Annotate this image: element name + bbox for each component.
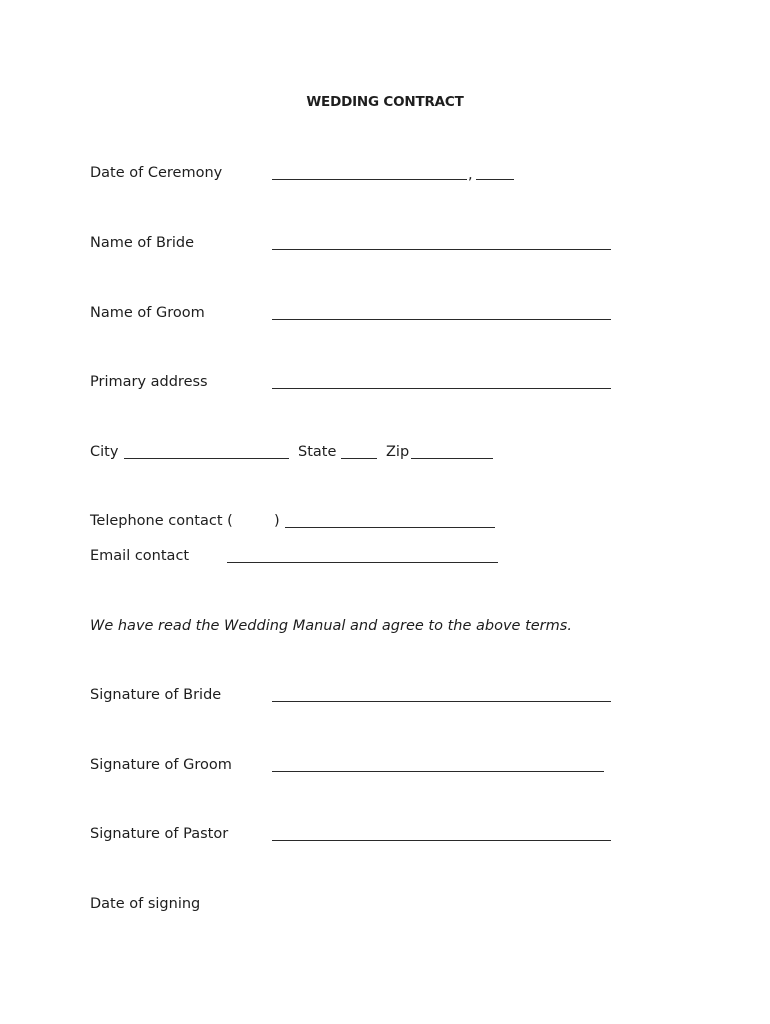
telephone-close-paren: ) bbox=[274, 513, 280, 529]
name-of-groom-label: Name of Groom bbox=[90, 305, 205, 321]
signature-of-bride-label: Signature of Bride bbox=[90, 687, 222, 703]
date-year-line[interactable] bbox=[476, 179, 514, 180]
state-label: State bbox=[298, 444, 337, 460]
date-of-signing-label: Date of signing bbox=[90, 896, 201, 912]
signature-of-groom-line[interactable] bbox=[272, 771, 604, 772]
primary-address-line[interactable] bbox=[272, 388, 611, 389]
date-of-ceremony-line[interactable] bbox=[272, 179, 467, 180]
city-label: City bbox=[90, 444, 119, 460]
signature-of-bride-line[interactable] bbox=[272, 701, 611, 702]
name-of-bride-line[interactable] bbox=[272, 249, 611, 250]
name-of-bride-label: Name of Bride bbox=[90, 235, 195, 251]
email-contact-line[interactable] bbox=[227, 562, 498, 563]
signature-of-pastor-line[interactable] bbox=[272, 840, 611, 841]
agreement-statement: We have read the Wedding Manual and agree to the above terms. bbox=[90, 618, 572, 634]
zip-label: Zip bbox=[386, 444, 410, 460]
zip-line[interactable] bbox=[411, 458, 493, 459]
email-contact-label: Email contact bbox=[90, 548, 190, 564]
signature-of-pastor-label: Signature of Pastor bbox=[90, 826, 229, 842]
telephone-line[interactable] bbox=[285, 527, 495, 528]
telephone-contact-label: Telephone contact ( bbox=[90, 513, 233, 529]
state-line[interactable] bbox=[341, 458, 377, 459]
signature-of-groom-label: Signature of Groom bbox=[90, 757, 232, 773]
city-line[interactable] bbox=[124, 458, 289, 459]
name-of-groom-line[interactable] bbox=[272, 319, 611, 320]
date-separator: , bbox=[468, 167, 473, 183]
document-title: WEDDING CONTRACT bbox=[306, 94, 464, 110]
date-of-ceremony-label: Date of Ceremony bbox=[90, 165, 223, 181]
primary-address-label: Primary address bbox=[90, 374, 208, 390]
